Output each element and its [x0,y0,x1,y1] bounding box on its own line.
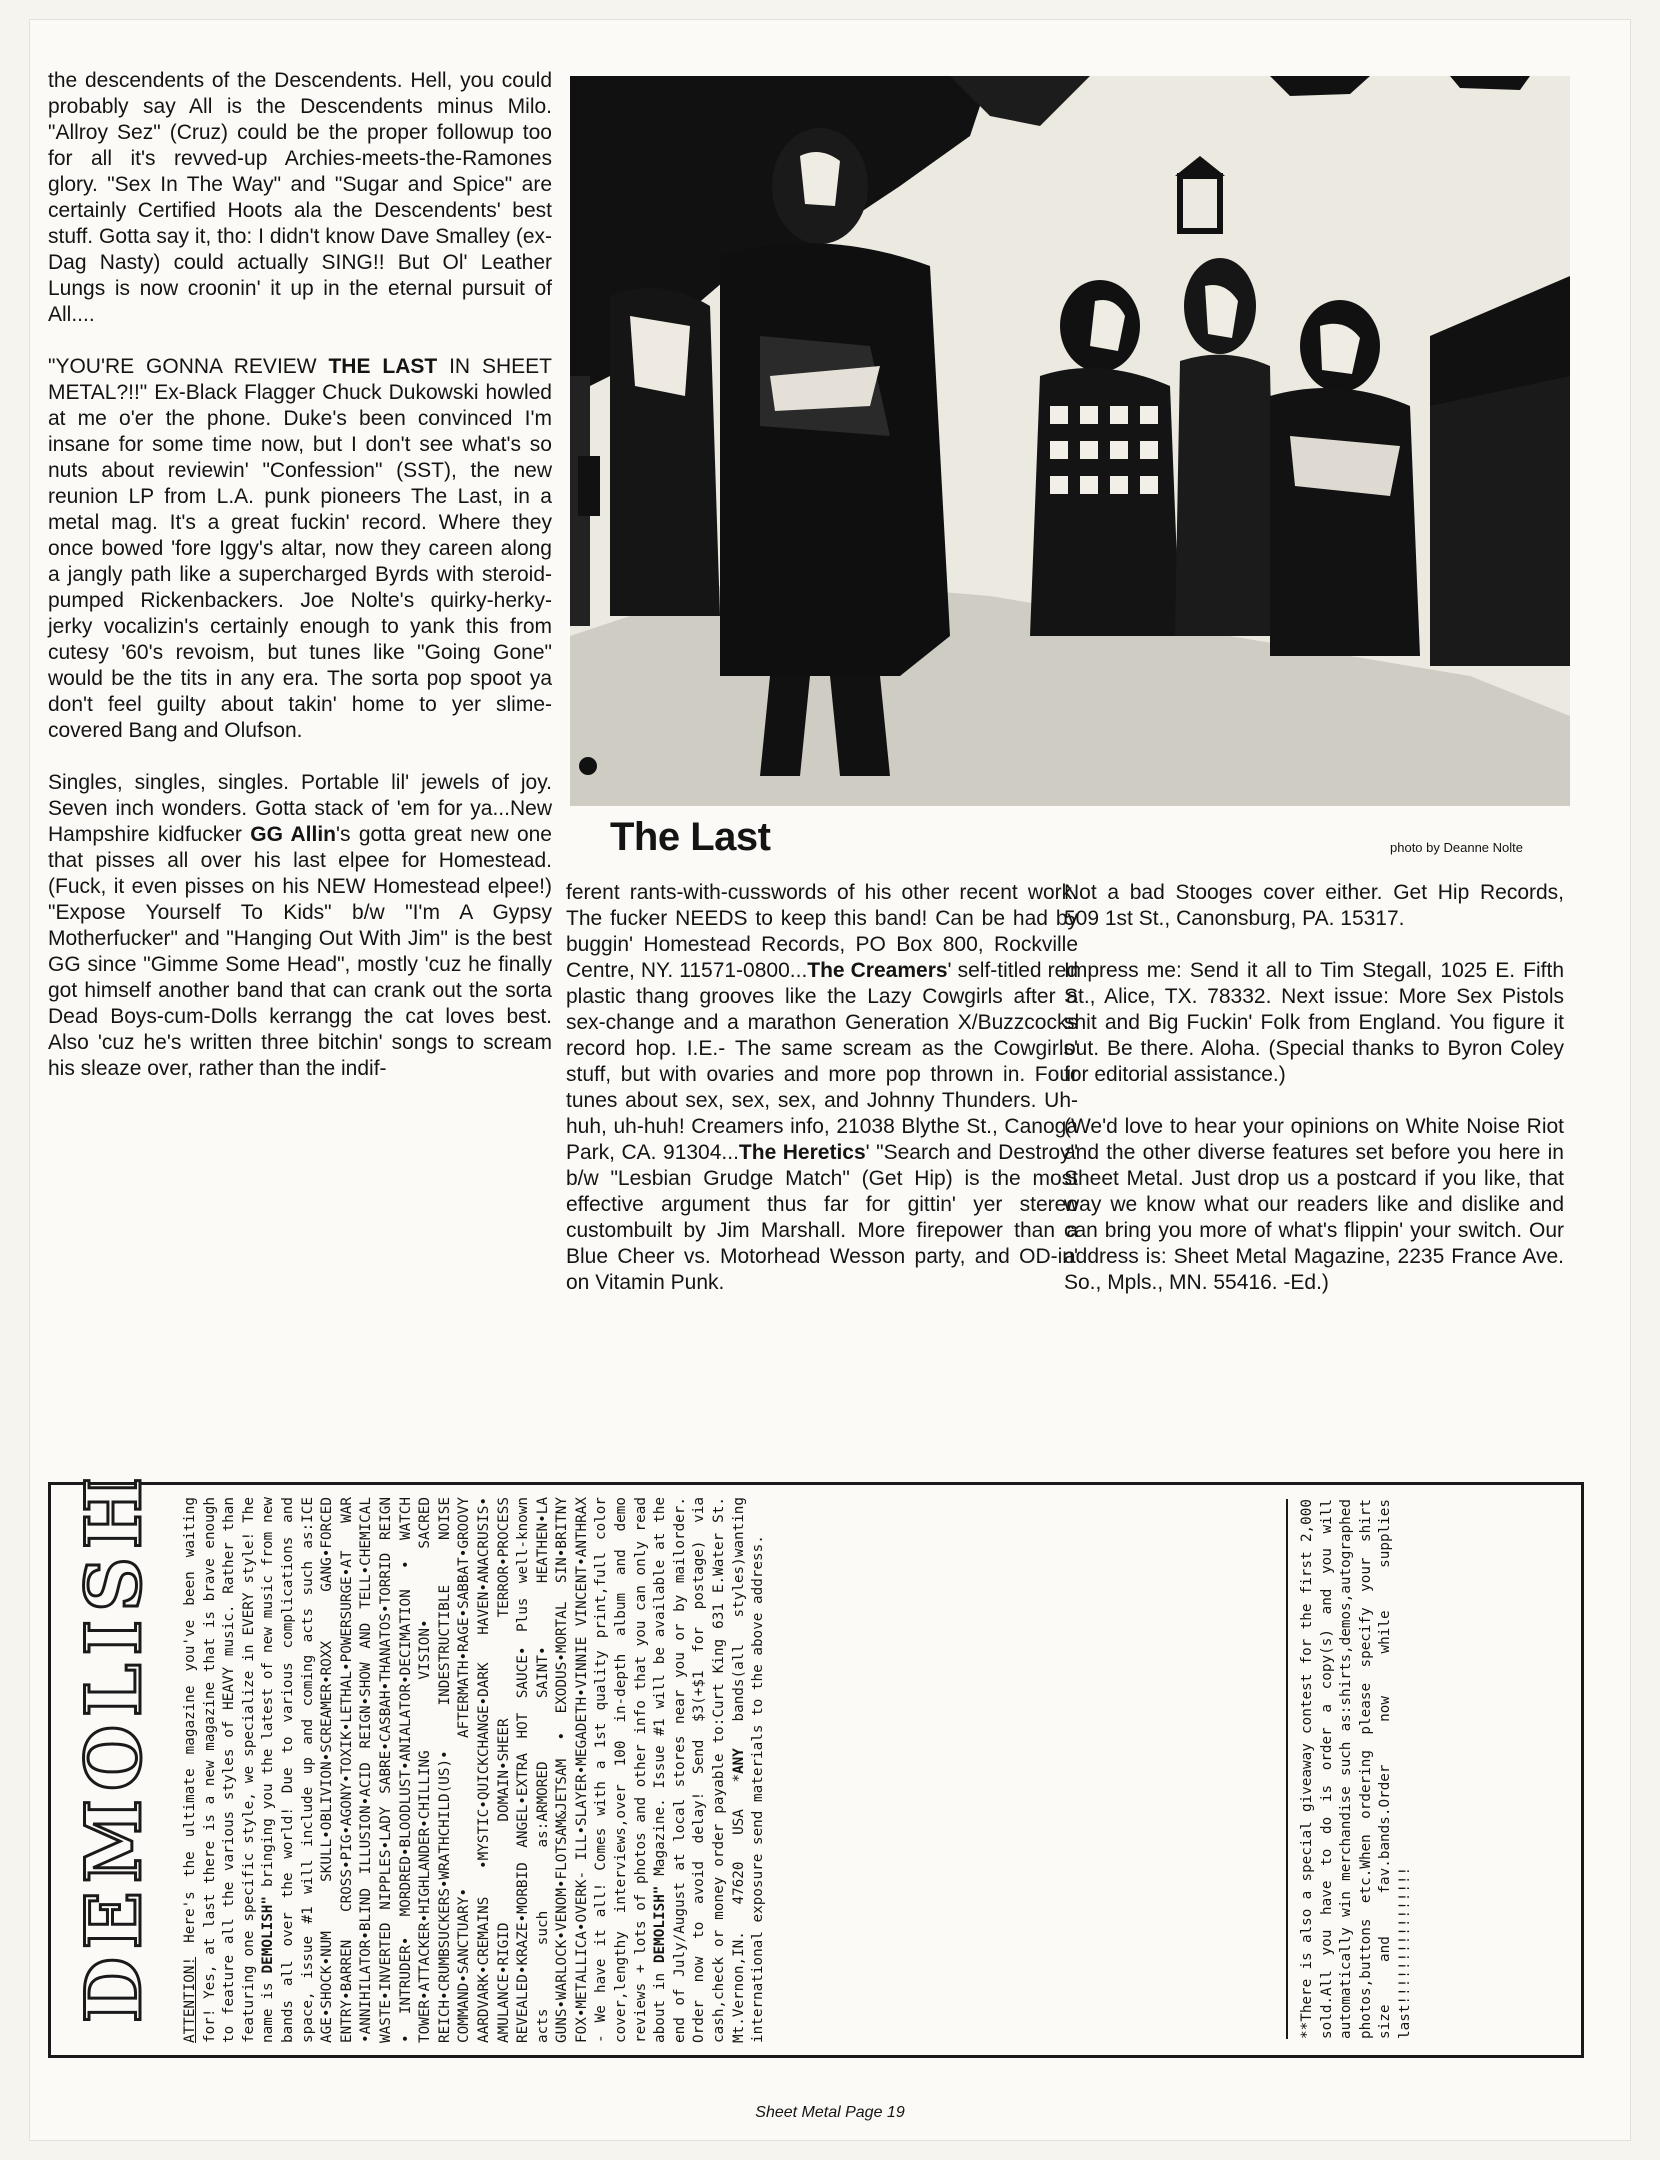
ad-text-part-2: bringing you the latest of new music from new bands all over the world! Due to various complications and space, issue #1 will include up and coming acts such as:ICE AGE•SHOCK•NUM SKULL•OBLIVION•SCREAMER•ROXX GANG•FORCED ENTRY•BARREN CROSS•PIG•AGONY•TOXIK•LETHAL•POWERSURGE•AT WAR •ANNIHILATOR•BLIND ILLUSION•ACID REIGN•SHOW AND TELL•CHEMICAL WASTE•INVERTED NIPPLES•LADY SABRE•CASBAH•THANATOS•TORRID REIGN • INTRUDER• MORDRED•BLOODLUST•ANIALATOR•DECIMATION • WATCH TOWER•ATTACKER•HIGHLANDER•CHILLING VISION• SACRED REICH•CRUMBSUCKERS•WRATHCHILD(US)• INDESTRUCTIBLE NOISE COMMAND•SANCTUARY• AFTERMATH•RAGE•SABBAT•GROOVY AARDVARK•CREMAINS •MYSTIC•QUICKCHANGE•DARK HAVEN•ANACRUSIS• AMULANCE•RIGID DOMAIN•SHEER TERROR•PROCESS REVEALED•KRAZE•MORBID ANGEL•EXTRA HOT SAUCE• Plus well-known acts such as:ARMORED SAINT• HEATHEN•LA GUNS•WARLOCK•VENOM•FLOTSAM&JETSAM • EXODUS•MORTAL SIN•BRITNY FOX•METALLICA•OVERK- ILL•SLAYER•MEGADETH•VINNIE VINCENT•ANTHRAX - We have it all! Comes with a 1st quality print,full color cover,lengthy interviews,over 100 in-depth album and demo reviews + lots of photos and other info that you can only read about in [260,1497,669,2043]
singles-body: 's gotta great new one that pisses all over his last elpee for Homestead. (Fuck, it even pisses on his NEW Homestead elpee!) "Expose Yourself To Kids" b/w "I'm A Gypsy Motherfucker" and "Hanging Out With Jim" is the best GG since "Gimme Some Head", mostly 'cuz he finally got himself another band that can crank out the sorta Dead Boys-cum-Dolls kerrangg the cat loves best. Also 'cuz he's written three bitchin' songs to scream his sleaze over, rather than the indif- [48,823,552,1080]
demolish-logo [61,1469,173,2037]
contest-text: **There is also a special giveaway contest for the first 2,000 sold.All you have to do is order a copy(s) and you will automatically win merchandise such as:shirts,demos,autographed photos,buttons etc.When ordering please specify your shirt size and fav.bands.Order [1299,1499,1394,2039]
quote-lead: "YOU'RE GONNA REVIEW [48,355,329,378]
ad-rotated-content [51,1469,1581,2055]
creamers-text: ' self-titled red plastic thang grooves like the Lazy Cowgirls after a sex-change and a marathon Generation X/Buzzcocks record hop. I.E.- The same scream as the Cowgirls' stuff, but with ovaries and more pop thrown in. Four tunes about sex, sex, sex, and Johnny Thunders. Uh-huh, uh-huh! Creamers info, 21038 Blythe St., Canoga Park, CA. 91304... [566,959,1078,1164]
logo-text: DEMOLISH [69,1469,158,2023]
photo-credit: photo by Deanne Nolte [1390,840,1523,855]
paragraph-editor-note: (We'd love to hear your opinions on White Noise Riot and the other diverse features set before you here in Sheet Metal. Just drop us a postcard if you like, that way we know what our readers like and dislike and can bring you more of what's flippin' your switch. Our address is: Sheet Metal Magazine, 2235 France Ave. So., Mpls., MN. 55416. -Ed.) [1064,1115,1564,1294]
paragraph-singles [48,770,552,1082]
ad-text-part-4: bands(all styles)wanting international exposure send materials to the above address. [730,1496,767,2043]
article-column-2 [566,880,1078,1322]
demolish-advertisement [48,1469,1584,2058]
ad-text-part-1: Here's the ultimate magazine you've been waiting for! Yes, at last there is a new magazine that is brave enough to feature all the various styles of HEAVY music. Rather than featuring one specific style, we specialize in EVERY style! The name is [182,1497,277,2043]
photo-caption: The Last [610,815,771,859]
band-name-heretics: The Heretics [738,1141,866,1164]
contest-now-emphasis: now [1377,1696,1394,1722]
ad-magazine-name-2: DEMOLISH" [652,1885,669,1964]
paragraph-impress-me: Impress me: Send it all to Tim Stegall, 1025 E. Fifth St., Alice, TX. 78332. Next issue: More Sex Pistols shit and Big Fuckin' Folk from England. You figure it out. Be there. Aloha. (Special thanks to Byron Coley for editorial assistance.) [1064,959,1564,1086]
ad-attention-heading: ATTENTION! [182,1956,198,2043]
band-name-the-last: THE LAST [328,355,438,378]
article-column-3 [1064,880,1564,1322]
ad-magazine-name: DEMOLISH" [260,1895,277,1974]
band-name-creamers: The Creamers [807,959,948,982]
contest-text-end: while supplies last!!!!!!!!!!!!!!!! [1377,1499,1413,2039]
singles-intro: Singles, singles, singles. Portable lil' jewels of joy. Seven inch wonders. Gotta stack of 'em for ya...New Hampshire kidfucker [48,771,552,846]
singles-continued-text: ferent rants-with-cusswords of his other recent work. The fucker NEEDS to keep this band! Can be had by buggin' Homestead Records, PO Box 800, Rockville Centre, NY. 11571-0800... [566,881,1078,982]
article-column-1 [48,68,552,1108]
paragraph-stooges: Not a bad Stooges cover either. Get Hip Records, 509 1st St., Canonsburg, PA. 15317. [1064,881,1564,930]
band-photo-image [570,76,1570,806]
review-body: IN SHEET METAL?!!" Ex-Black Flagger Chuck Dukowski howled at me o'er the phone. Duke's been convinced I'm insane for some time now, but I don't see what's so nuts about reviewin' "Confession" (SST), the new reunion LP from L.A. punk pioneers The Last, in a metal mag. It's a great fuckin' record. Where they once bowed 'fore Iggy's altar, now they careen along a jangly path like a supercharged Byrds with steroid-pumped Rickenbackers. Joe Nolte's quirky-herky-jerky vocalizin's certainly enough to yank this from cutesy '60's revoism, but tunes like "Going Gone" would be the tits in any era. The sorta pop spoot ya don't feel guilty about takin' home to yer slime-covered Bang and Olufson. [48,355,552,742]
ad-text-part-3: Magazine. Issue #1 will be available at the end of July/August at local stores near you or by mailorder. Order now to avoid delay! Send $3(+$1 for postage) via cash,check or money order payable to:Curt King 631 E.Water St. Mt.Vernon,IN. 47620 USA * [652,1497,747,2043]
ad-contest-notice [1286,1499,1578,2039]
ad-body-text [181,1497,1261,2043]
band-photo [570,76,1570,806]
ad-any-emphasis: ANY [730,1748,747,1774]
heretics-text: ' "Search and Destroy" b/w "Lesbian Grudge Match" (Get Hip) is the most effective argument thus far for gittin' yer stereo custombuilt by Jim Marshall. More firepower than a Blue Cheer vs. Motorhead Wesson party, and OD-in' on Vitamin Punk. [566,1141,1078,1294]
paragraph-singles-continued [566,880,1078,1296]
band-name-gg-allin: GG Allin [250,823,336,846]
paragraph-the-last-review [48,354,552,744]
paragraph-all-review: the descendents of the Descendents. Hell, you could probably say All is the Descendents minus Milo. "Allroy Sez" (Cruz) could be the proper followup too for all it's revved-up Archies-meets-the-Ramones glory. "Sex In The Way" and "Sugar and Spice" are certainly Certified Hoots ala the Descendents' best stuff. Gotta say it, tho: I didn't know Dave Smalley (ex-Dag Nasty) could actually SING!! But Ol' Leather Lungs is now croonin' it up in the eternal pursuit of All.... [48,69,552,326]
page-footer: Sheet Metal Page 19 [755,2104,905,2121]
